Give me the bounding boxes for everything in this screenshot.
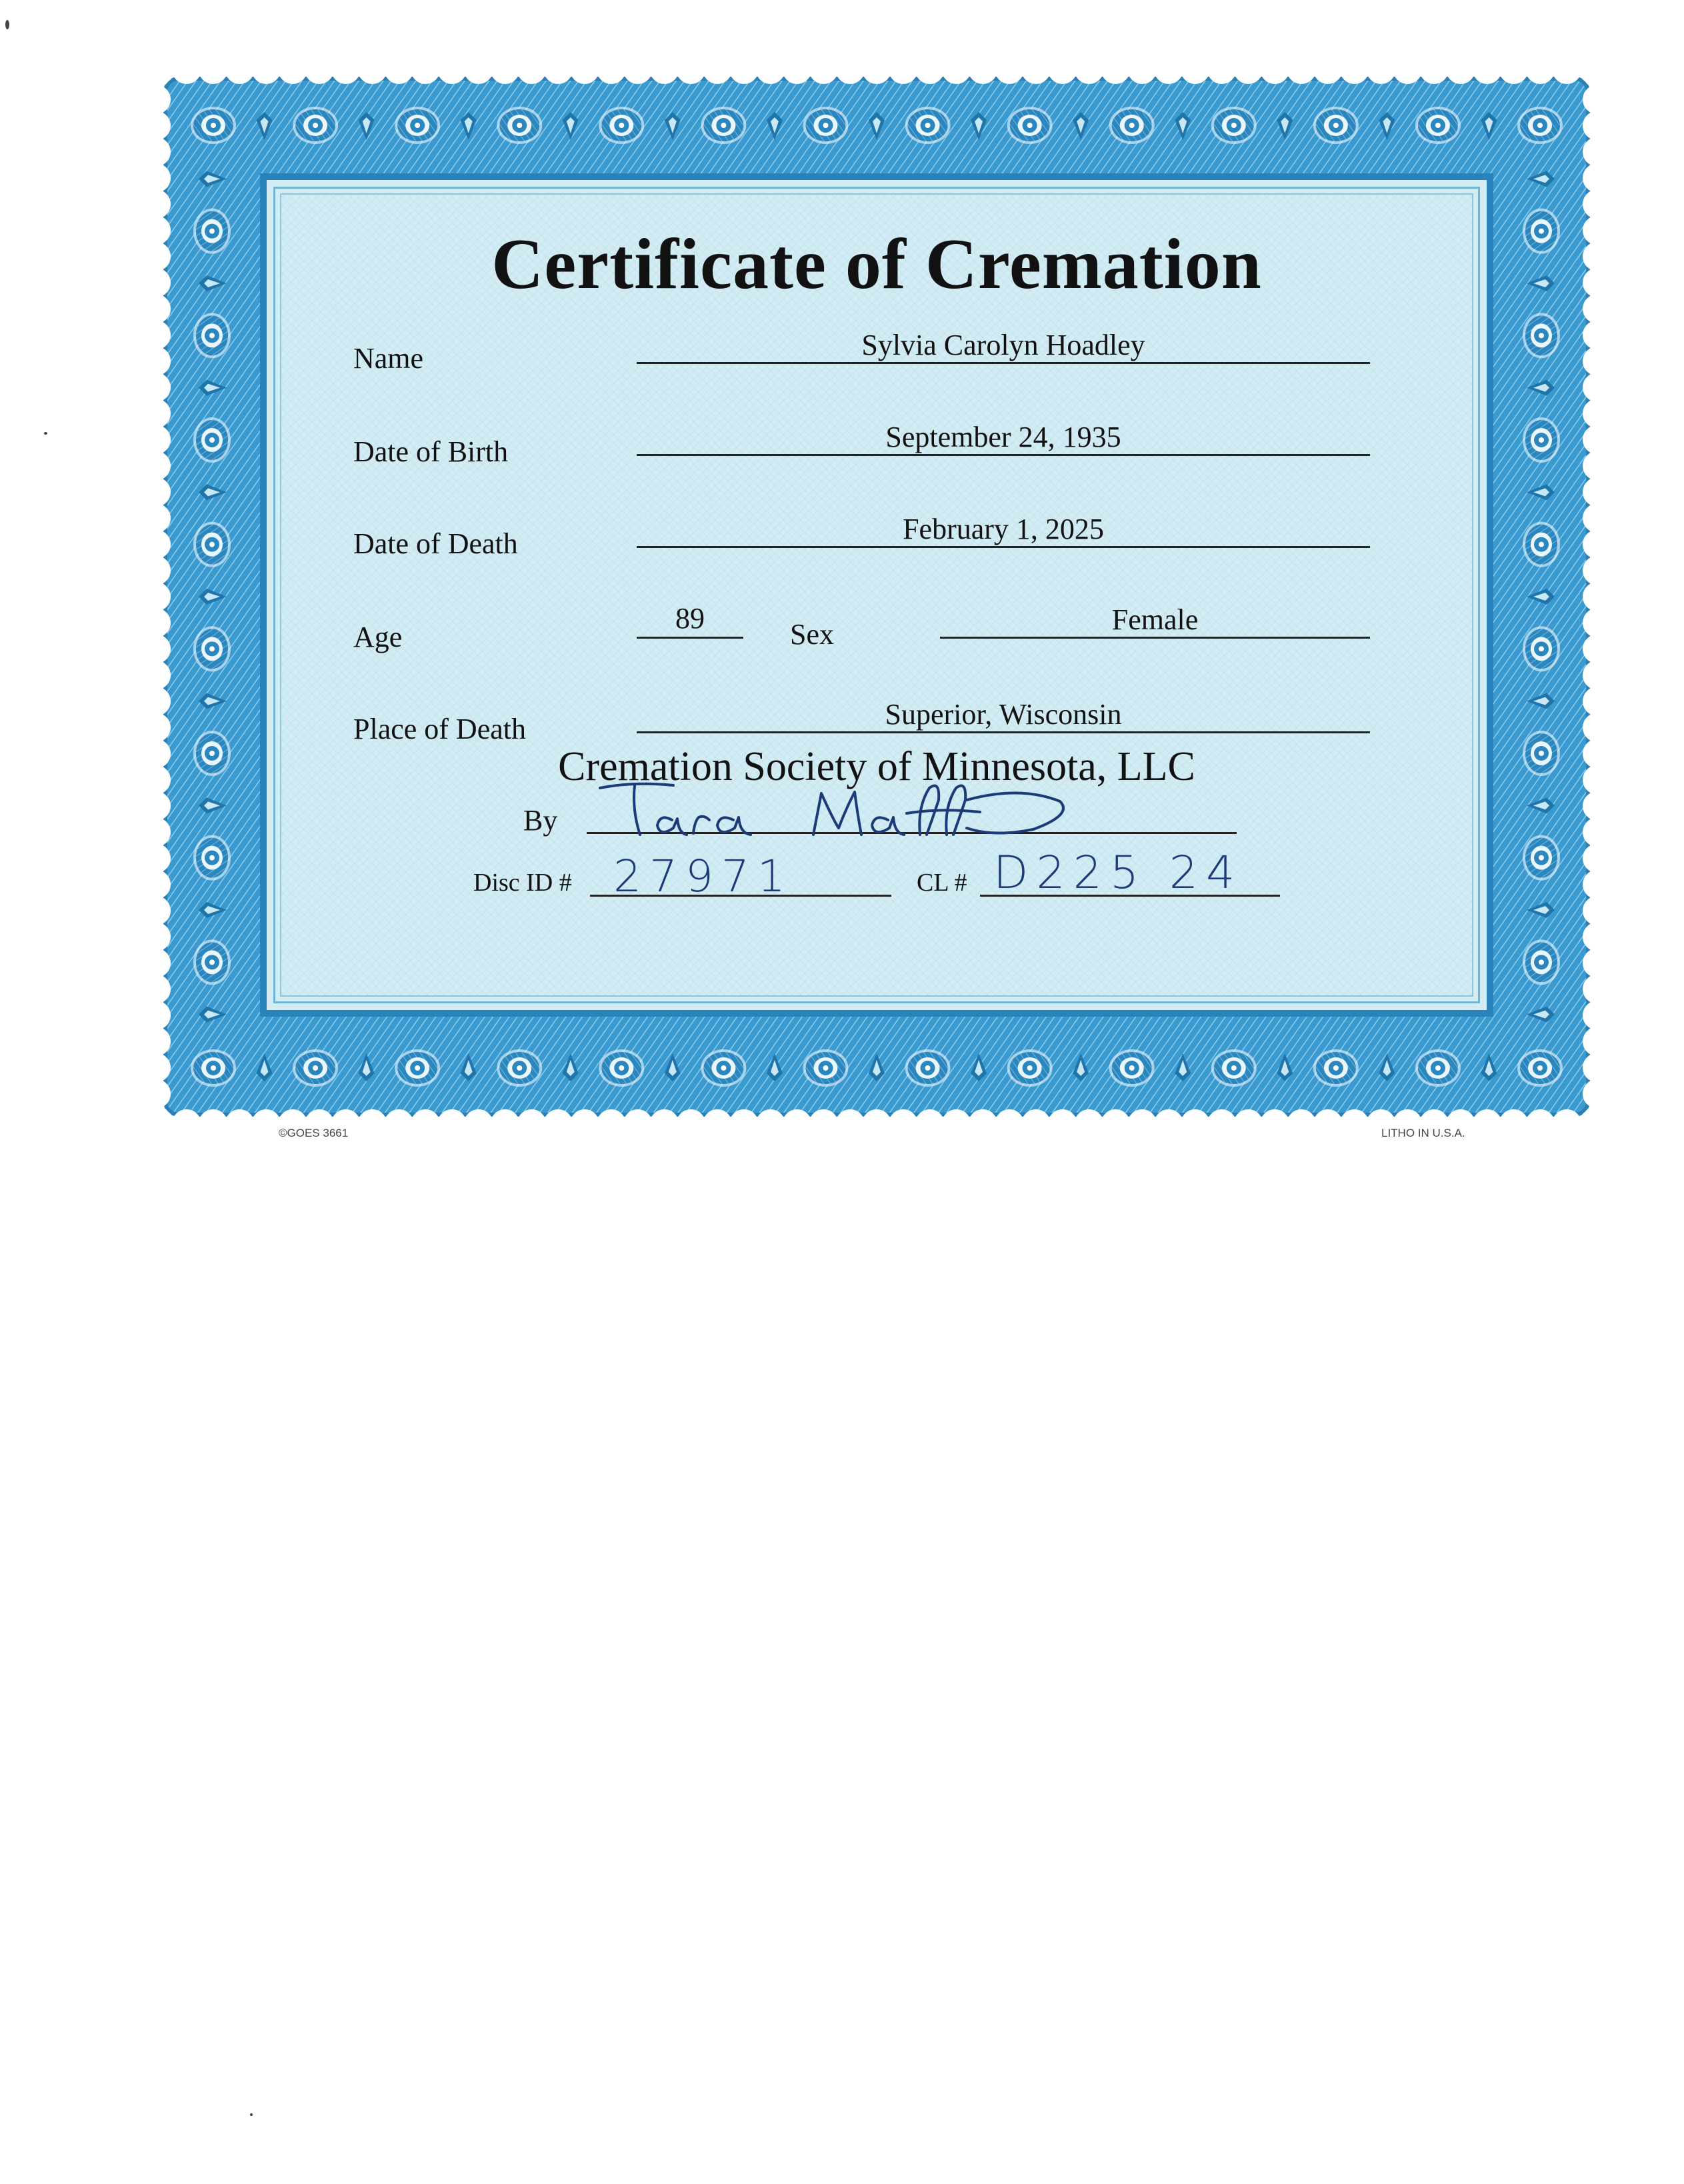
print-code-right: LITHO IN U.S.A. xyxy=(1381,1127,1465,1139)
dob-line xyxy=(637,454,1370,456)
name-line xyxy=(637,362,1370,364)
dod-value: February 1, 2025 xyxy=(903,513,1104,545)
disc-id-label: Disc ID # xyxy=(473,869,572,897)
disc-id-value: 27971 xyxy=(613,851,793,902)
age-line xyxy=(637,637,743,639)
certificate-title: Certificate of Cremation xyxy=(491,225,1262,304)
dob-label: Date of Birth xyxy=(353,435,509,468)
cl-label: CL # xyxy=(917,869,967,897)
dod-line xyxy=(637,546,1370,548)
organization-name: Cremation Society of Minnesota, LLC xyxy=(558,744,1195,789)
sex-line xyxy=(940,637,1370,639)
dod-label: Date of Death xyxy=(353,527,518,560)
age-value: 89 xyxy=(675,602,705,635)
sex-label: Sex xyxy=(790,618,834,651)
sex-value: Female xyxy=(1111,603,1199,636)
scan-speck xyxy=(250,2113,253,2116)
by-label: By xyxy=(523,804,558,837)
scan-speck xyxy=(5,20,9,29)
dob-value: September 24, 1935 xyxy=(885,421,1121,453)
scan-speck xyxy=(44,432,47,435)
place-of-death-line xyxy=(637,731,1370,733)
print-code-left: ©GOES 3661 xyxy=(279,1127,349,1139)
cl-value: D225 24 xyxy=(993,847,1243,899)
name-value: Sylvia Carolyn Hoadley xyxy=(861,329,1145,361)
place-of-death-value: Superior, Wisconsin xyxy=(885,698,1122,731)
certificate-body xyxy=(273,187,1480,1003)
certificate xyxy=(160,73,1593,1120)
name-label: Name xyxy=(353,342,424,375)
age-label: Age xyxy=(353,621,403,653)
handwritten-signature xyxy=(593,773,1073,847)
place-of-death-label: Place of Death xyxy=(353,713,526,745)
